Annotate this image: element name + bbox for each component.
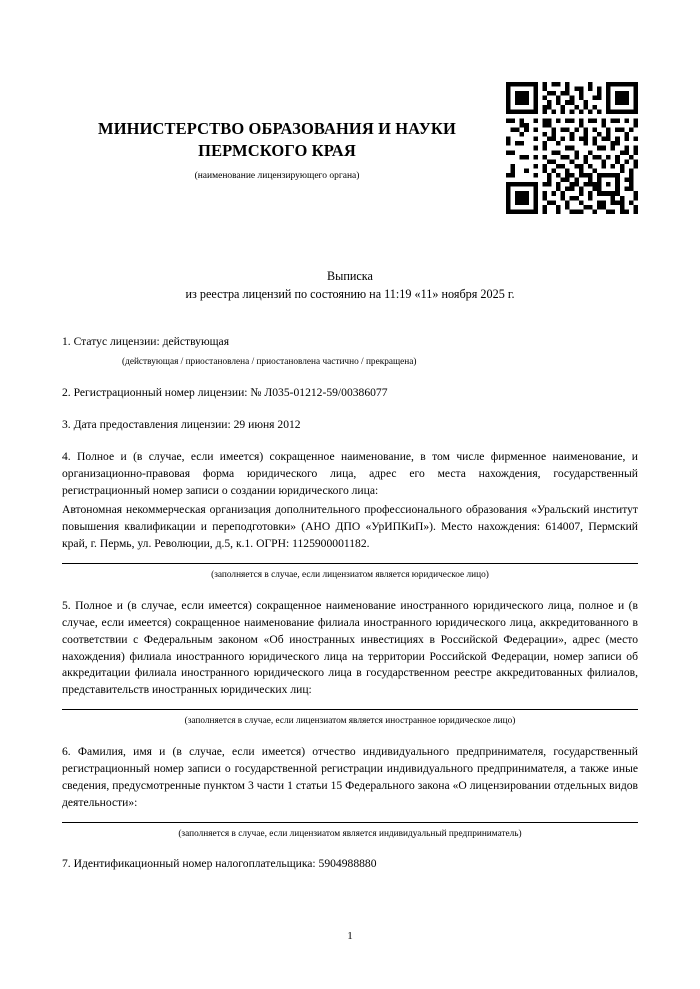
item-7-text: 7. Идентификационный номер налогоплательщика: 5904988880 (62, 857, 377, 871)
item-3 (62, 417, 638, 434)
qr-code (506, 82, 638, 214)
item-2-text: 2. Регистрационный номер лицензии: № Л035-01212-59/00386077 (62, 385, 388, 399)
page-title (62, 118, 492, 162)
doc-subtitle: из реестра лицензий по состоянию на 11:19 «11» ноября 2025 г. (185, 287, 515, 302)
item-4-divider (62, 563, 638, 564)
item-1 (62, 334, 638, 369)
document-title-block (62, 267, 638, 305)
item-5-text: 5. Полное и (в случае, если имеется) сокращенное наименование иностранного юридического лица, полное и (в случае, если имеется) сокращенное наименование филиала иностранного юридического лица, аккредитованного в соответствии с Федеральным законом «Об иностранных инвестициях в Российской Федерации», адрес (место нахождения) филиала иностранного юридического лица на территории Российской Федерации, номер записи об аккредитации филиала иностранного юридического лица в государственном реестре аккредитованных филиалов, представительств иностранных юридических лиц: (62, 598, 638, 697)
title-line-1: МИНИСТЕРСТВО ОБРАЗОВАНИЯ И НАУКИ (98, 119, 456, 138)
item-1-text: 1. Статус лицензии: действующая (62, 335, 230, 349)
doc-title: Выписка (327, 268, 373, 283)
item-7 (62, 856, 638, 873)
item-4-value: Автономная некоммерческая организация дополнительного профессионального образования «Уральский институт повышения квалификации и переподготовки» (АНО ДПО «УрИПКиП»). Место нахождения: 614007, Пермский край, г. Пермь, ул. Революции, д.5, к.1. ОГРН: 1125900001182. (62, 503, 638, 551)
item-6-text: 6. Фамилия, имя и (в случае, если имеется) отчество индивидуального предпринимателя, государственный регистрационный номер записи о государственной регистрации индивидуального предпринимателя, а также иные сведения, предусмотренные пунктом 3 части 1 статьи 15 Федерального закона «О лицензировании отдельных видов деятельности»: (62, 744, 638, 809)
item-5-note: (заполняется в случае, если лицензиатом является иностранное юридическое лицо) (184, 716, 516, 727)
item-4-text: 4. Полное и (в случае, если имеется) сокращенное наименование, в том числе фирменное наименование, и организационно-правовая форма юридического лица, адрес его места нахождения, государственный регистрационный номер записи о создании юридического лица: (62, 449, 638, 497)
page-number: 1 (347, 930, 353, 942)
item-4 (62, 449, 638, 583)
title-line-2: ПЕРМСКОГО КРАЯ (198, 140, 356, 160)
item-6-divider (62, 822, 638, 823)
item-2 (62, 385, 638, 402)
document-header (62, 0, 492, 181)
item-5 (62, 598, 638, 729)
header-subtitle: (наименование лицензирующего органа) (194, 170, 360, 181)
item-6-note: (заполняется в случае, если лицензиатом является индивидуальный предприниматель) (178, 828, 522, 839)
document-body (62, 334, 638, 873)
item-3-text: 3. Дата предоставления лицензии: 29 июня 2012 (62, 417, 301, 431)
item-6 (62, 744, 638, 841)
item-4-note: (заполняется в случае, если лицензиатом является юридическое лицо) (211, 570, 489, 581)
item-5-divider (62, 709, 638, 710)
item-1-note: (действующая / приостановлена / приостановлена частично / прекращена) (122, 357, 417, 368)
